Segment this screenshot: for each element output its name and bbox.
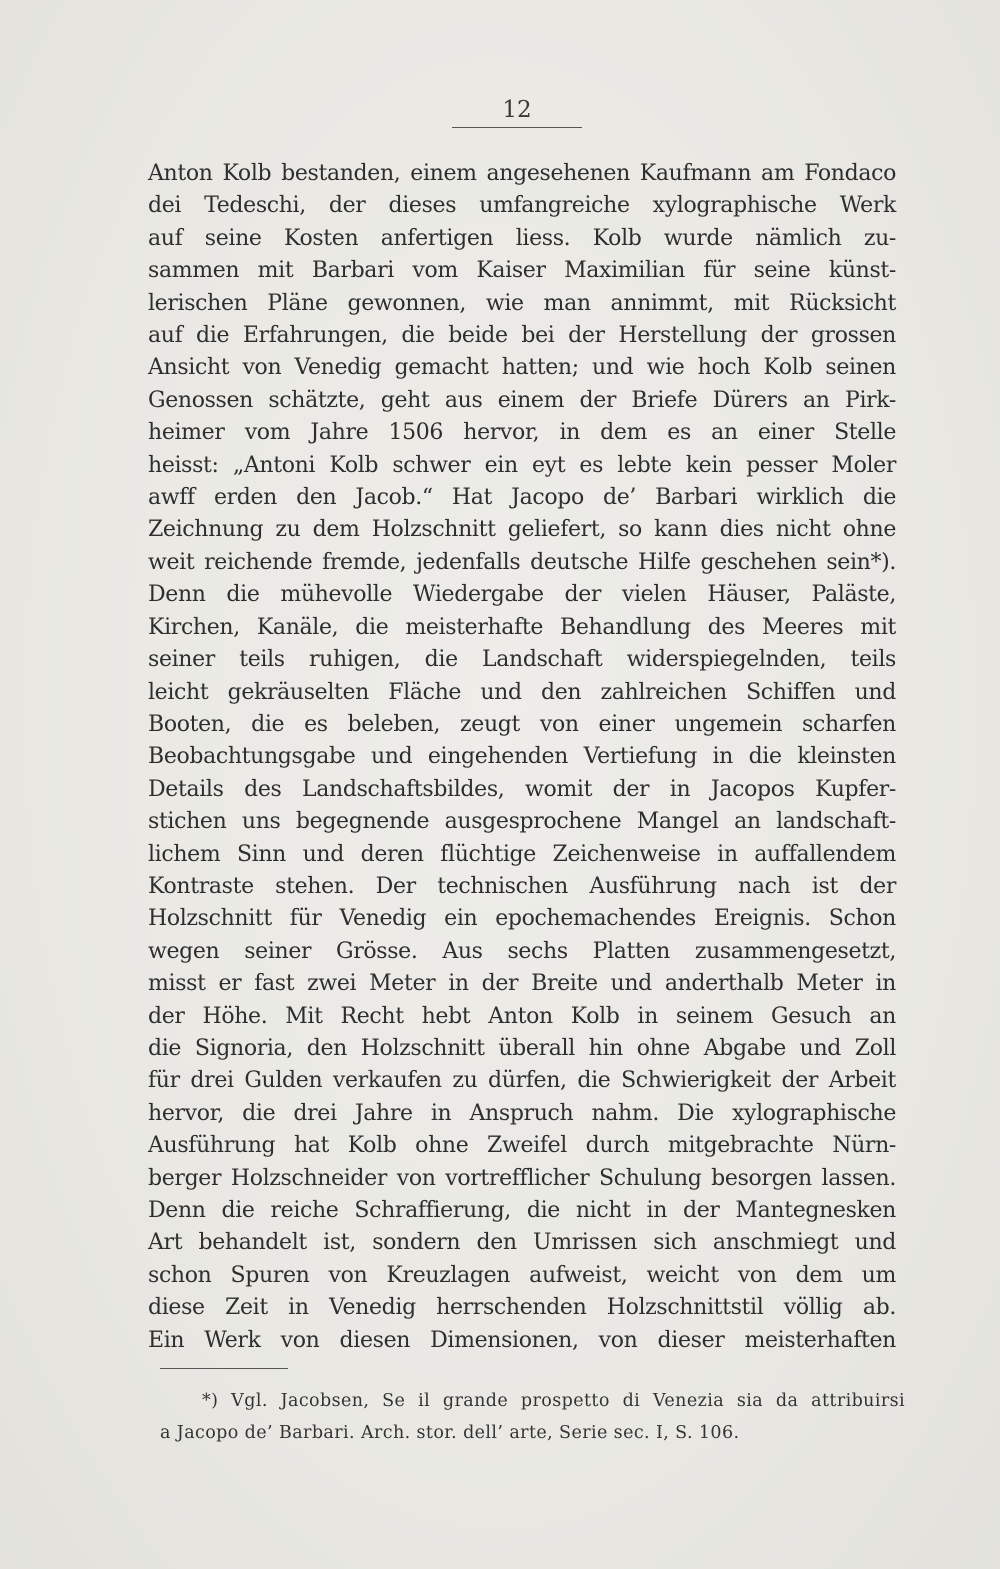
text-line: schon Spuren von Kreuzlagen aufweist, weicht von dem um [148, 1262, 896, 1288]
text-line: stichen uns begegnende ausgesprochene Mangel an landschaft- [148, 809, 896, 835]
text-line: Denn die reiche Schraffierung, die nicht in der Mantegnesken [148, 1198, 896, 1223]
text-line: die Signoria, den Holzschnitt überall hin ohne Abgabe und Zoll [148, 1035, 896, 1061]
text-line: Holzschnitt für Venedig ein epochemachendes Ereignis. Schon [148, 906, 896, 932]
text-line: Kontraste stehen. Der technischen Ausführung nach ist der [148, 873, 896, 899]
text-line: Ausführung hat Kolb ohne Zweifel durch mitgebrachte Nürn- [148, 1133, 896, 1159]
text-line: heimer vom Jahre 1506 hervor, in dem es an einer Stelle [148, 420, 896, 446]
text-line: lichem Sinn und deren flüchtige Zeichenweise in auffallendem [148, 841, 896, 867]
text-line: Ein Werk von diesen Dimensionen, von dieser meisterhaften [148, 1327, 896, 1353]
text-line: diese Zeit in Venedig herrschenden Holzschnittstil völlig ab. [148, 1295, 896, 1321]
text-line: Kirchen, Kanäle, die meisterhafte Behandlung des Meeres mit [148, 614, 896, 640]
footnote-line: a Jacopo de’ Barbari. Arch. stor. dell’ arte, Serie sec. I, S. 106. [160, 1423, 740, 1443]
text-line: Anton Kolb bestanden, einem angesehenen Kaufmann am Fondaco [148, 161, 896, 186]
header-rule [452, 127, 582, 128]
text-line: Booten, die es beleben, zeugt von einer ungemein scharfen [148, 711, 896, 737]
text-line: für drei Gulden verkaufen zu dürfen, die Schwierigkeit der Arbeit [148, 1068, 896, 1094]
text-line: berger Holzschneider von vortrefflicher Schulung besorgen lassen. [148, 1165, 896, 1191]
text-line: heisst: „Antoni Kolb schwer ein eyt es lebte kein pesser Moler [148, 452, 896, 478]
text-line: misst er fast zwei Meter in der Breite und anderthalb Meter in [148, 971, 896, 997]
text-line: auf die Erfahrungen, die beide bei der Herstellung der grossen [148, 323, 896, 349]
text-line: Details des Landschaftsbildes, womit der in Jacopos Kupfer- [148, 776, 896, 802]
text-line: hervor, die drei Jahre in Anspruch nahm. Die xylographische [148, 1100, 896, 1126]
footnote-rule [160, 1368, 288, 1369]
text-line: wegen seiner Grösse. Aus sechs Platten zusammengesetzt, [148, 938, 896, 964]
text-line: der Höhe. Mit Recht hebt Anton Kolb in seinem Gesuch an [148, 1003, 896, 1029]
text-line: Genossen schätzte, geht aus einem der Briefe Dürers an Pirk- [148, 387, 896, 413]
text-line: lerischen Pläne gewonnen, wie man annimmt, mit Rücksicht [148, 290, 896, 316]
body-text [148, 158, 896, 1357]
footnote-line: *) Vgl. Jacobsen, Se il grande prospetto di Venezia sia da attribuirsi [202, 1391, 905, 1411]
text-line: weit reichende fremde, jedenfalls deutsche Hilfe geschehen sein*). [148, 549, 896, 575]
text-line: auf seine Kosten anfertigen liess. Kolb wurde nämlich zu- [148, 225, 896, 251]
text-line: Beobachtungsgabe und eingehenden Vertiefung in die kleinsten [148, 744, 896, 770]
footnotes [160, 1385, 905, 1449]
text-line: Art behandelt ist, sondern den Umrissen sich anschmiegt und [148, 1230, 896, 1256]
page-number: 12 [502, 97, 532, 123]
text-line: Ansicht von Venedig gemacht hatten; und wie hoch Kolb seinen [148, 355, 896, 381]
text-line: sammen mit Barbari vom Kaiser Maximilian für seine künst- [148, 258, 896, 284]
text-line: awff erden den Jacob.“ Hat Jacopo de’ Barbari wirklich die [148, 485, 896, 511]
text-line: Zeichnung zu dem Holzschnitt geliefert, so kann dies nicht ohne [148, 517, 896, 543]
text-line: Denn die mühevolle Wiedergabe der vielen Häuser, Paläste, [148, 582, 896, 608]
text-line: seiner teils ruhigen, die Landschaft widerspiegelnden, teils [148, 647, 896, 673]
text-line: leicht gekräuselten Fläche und den zahlreichen Schiffen und [148, 679, 896, 705]
text-line: dei Tedeschi, der dieses umfangreiche xylographische Werk [148, 193, 896, 219]
